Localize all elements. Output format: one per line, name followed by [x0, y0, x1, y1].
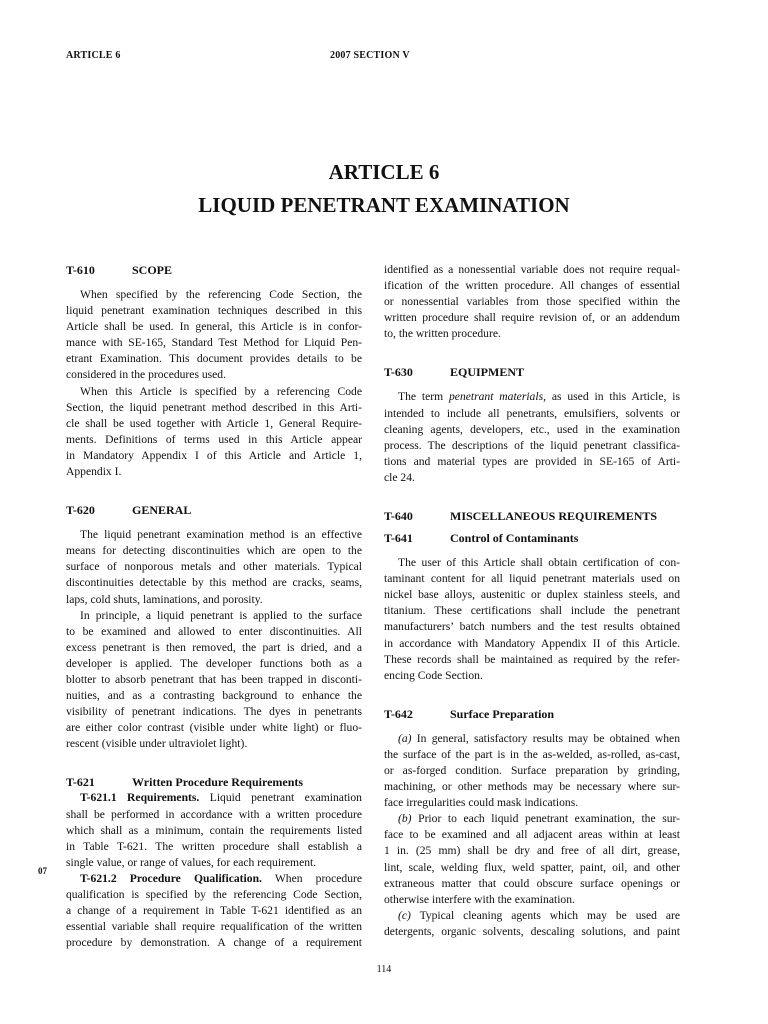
text-line: which shall as a minimum, contain the requirements listed	[66, 823, 362, 837]
section-heading-t640: T-640 MISCELLANEOUS REQUIREMENTS	[384, 509, 658, 524]
text-line: cle 24.	[384, 470, 415, 484]
text-line: in Table T-621. The written procedure shall establish a	[66, 839, 362, 853]
text-line: manufacturers’ batch numbers and the test results obtained	[384, 620, 680, 634]
text-line: cle shall be used together with Article 1, General Require-	[66, 416, 362, 430]
text-line: ments. Definitions of terms used in this Article appear	[66, 432, 362, 446]
italic-term: penetrant materials,	[449, 390, 546, 404]
section-body-t630	[384, 389, 680, 486]
text-line: the surface of the part is in the as-welded, as-rolled, as-cast,	[384, 747, 680, 761]
text-line: nuities, and as a contrasting background to enhance the	[66, 689, 362, 703]
text-line: qualification is specified by the referencing Code Section,	[66, 888, 362, 901]
text-line: tions and material types are provided in SE-165 of Arti-	[384, 454, 680, 468]
text-line-rest: Prior to each liquid penetrant examination, the sur-	[411, 812, 680, 826]
text-line: The liquid penetrant examination method is an effective	[80, 528, 362, 542]
text-line: encing Code Section.	[384, 668, 483, 682]
text-line: intended to include all penetrants, emulsifiers, solvents or	[384, 406, 680, 420]
text-line: considered in the procedures used.	[66, 368, 227, 382]
section-body-t620	[66, 527, 362, 752]
text-line: essential variable shall require requalification of the written	[66, 920, 362, 934]
text-line: taminant content for all liquid penetrant materials used on	[384, 572, 680, 586]
running-header-center: 2007 SECTION V	[330, 50, 410, 61]
section-heading-t630: T-630 EQUIPMENT	[384, 365, 525, 380]
text-line	[384, 908, 680, 924]
text-line: blotter to absorb penetrant that has been trapped in disconti-	[66, 672, 362, 686]
paragraph-label: (b)	[398, 812, 412, 826]
text-line: surface of nonporous metals and other materials. Typical	[66, 560, 362, 574]
text-line: Section, the liquid penetrant method described in this Arti-	[66, 400, 362, 414]
text-line: ification of the written procedure. All changes of essential	[384, 279, 680, 293]
text-line: discontinuities detectable by this method are cracks, seams,	[66, 576, 362, 590]
text-line: otherwise interfere with the examination.	[384, 892, 575, 906]
text-line: means for detecting discontinuities which are open to the	[66, 544, 362, 558]
text-line: developer is applied. The developer functions both as a	[66, 656, 362, 670]
text-line: or as-forged condition. Surface preparation by grinding,	[384, 763, 680, 777]
text-line: Article shall be used. In general, this Article is in confor-	[66, 320, 362, 334]
text-line: written procedure shall require revision of, or an addendum	[384, 311, 680, 325]
section-heading-t620: T-620 GENERAL	[66, 503, 192, 518]
text-line	[66, 790, 362, 806]
paragraph-t642-c	[384, 908, 680, 940]
text-line: titanium. These certifications shall include the penetrant	[384, 604, 680, 618]
text-line: nickel base alloys, austenitic or duplex stainless steels, and	[384, 588, 680, 602]
text-line: face irregularities could mask indications.	[384, 796, 579, 810]
paragraph-label: T-621.2 Procedure Qualification.	[80, 871, 262, 885]
text-line: lint, scale, welding flux, weld spatter, paint, oil, and other	[384, 860, 680, 874]
text-line: rescent (visible under ultraviolet light).	[66, 737, 248, 751]
text-line-rest: When procedure	[261, 871, 362, 885]
section-body-t610	[66, 287, 362, 480]
article-number: ARTICLE 6	[328, 160, 440, 184]
text-line: liquid penetrant examination techniques described in this	[66, 304, 362, 318]
text-fragment: The term	[398, 390, 449, 404]
paragraph-t621-2	[66, 871, 362, 951]
text-line	[66, 871, 362, 887]
text-line: single value, or range of values, for each requirement.	[66, 855, 317, 869]
text-line: or nonessential variables from those specified within the	[384, 295, 680, 309]
section-heading-t621: T-621 Written Procedure Requirements	[66, 775, 304, 790]
paragraph-t642-b	[384, 811, 680, 908]
text-line-rest: Typical cleaning agents which may be used are	[410, 908, 680, 922]
text-line	[384, 389, 680, 405]
revision-margin-note: 07	[38, 866, 47, 876]
section-heading-t610: T-610 SCOPE	[66, 263, 173, 277]
text-line: machining, or other methods may be necessary where sur-	[384, 780, 680, 794]
text-line: visibility of penetrant indications. The dyes in penetrants	[66, 705, 362, 719]
text-line: Appendix I.	[66, 465, 122, 479]
text-line: laps, cold shuts, laminations, and porosity.	[66, 592, 263, 606]
paragraph-t621-1	[66, 790, 362, 870]
text-line: face to be examined and all adjacent areas within at least	[384, 828, 680, 842]
continued-paragraph	[384, 262, 680, 342]
text-line: to be examined and allowed to enter discontinuities. All	[66, 624, 362, 638]
text-line: process. The descriptions of the liquid penetrant classifica-	[384, 438, 680, 452]
text-line: 1 in. (25 mm) shall be dry and free of all dirt, grease,	[384, 844, 680, 858]
section-body-t641	[384, 555, 680, 684]
text-line: procedure by demonstration. A change of a requirement	[66, 936, 362, 950]
text-line: shall be performed in accordance with a written procedure	[66, 807, 362, 821]
paragraph-label: (a)	[398, 731, 412, 745]
text-line: excess penetrant is then removed, the part is dried, and a	[66, 640, 362, 654]
text-line: etrant Examination. This document provides details to be	[66, 352, 362, 366]
right-column	[384, 262, 680, 940]
text-line: detergents, organic solvents, descaling solutions, and paint	[384, 924, 680, 938]
section-heading-t641: T-641 Control of Contaminants	[384, 531, 579, 546]
text-line-rest: Liquid penetrant examination	[199, 791, 362, 805]
text-line: identified as a nonessential variable does not require requal-	[384, 263, 680, 276]
page-number: 114	[376, 964, 392, 975]
left-column	[66, 262, 362, 951]
text-line-rest: In general, satisfactory results may be obtained when	[411, 731, 680, 745]
text-line: In principle, a liquid penetrant is applied to the surface	[80, 608, 362, 622]
text-line: in accordance with Mandatory Appendix II of this Article.	[384, 636, 680, 650]
text-line	[384, 811, 680, 827]
text-fragment: as used in this Article, is	[546, 390, 681, 404]
paragraph-label: (c)	[398, 908, 411, 922]
running-header-left: ARTICLE 6	[66, 50, 121, 61]
article-title: LIQUID PENETRANT EXAMINATION	[198, 193, 570, 217]
text-line: extraneous matter that could obscure surface openings or	[384, 876, 680, 890]
section-heading-t642: T-642 Surface Preparation	[384, 706, 555, 721]
text-line: When specified by the referencing Code Section, the	[80, 288, 362, 301]
paragraph-label: T-621.1 Requirements.	[80, 791, 200, 805]
text-line: The user of this Article shall obtain certification of con-	[398, 556, 680, 570]
text-line: are either color contrast (visible under white light) or fluo-	[66, 721, 362, 735]
paragraph-t642-a	[384, 731, 680, 811]
text-line: mance with SE-165, Standard Test Method for Liquid Pen-	[66, 336, 362, 350]
text-line	[384, 731, 680, 747]
text-line: cleaning agents, developers, etc., used in the examination	[384, 422, 680, 436]
text-line: a change of a requirement in Table T-621 identified as an	[66, 904, 362, 918]
text-line: to, the written procedure.	[384, 327, 501, 341]
text-line: These records shall be maintained as required by the refer-	[384, 652, 680, 666]
text-line: in Mandatory Appendix I of this Article and Article 1,	[66, 448, 362, 462]
text-line: When this Article is specified by a referencing Code	[80, 384, 362, 398]
